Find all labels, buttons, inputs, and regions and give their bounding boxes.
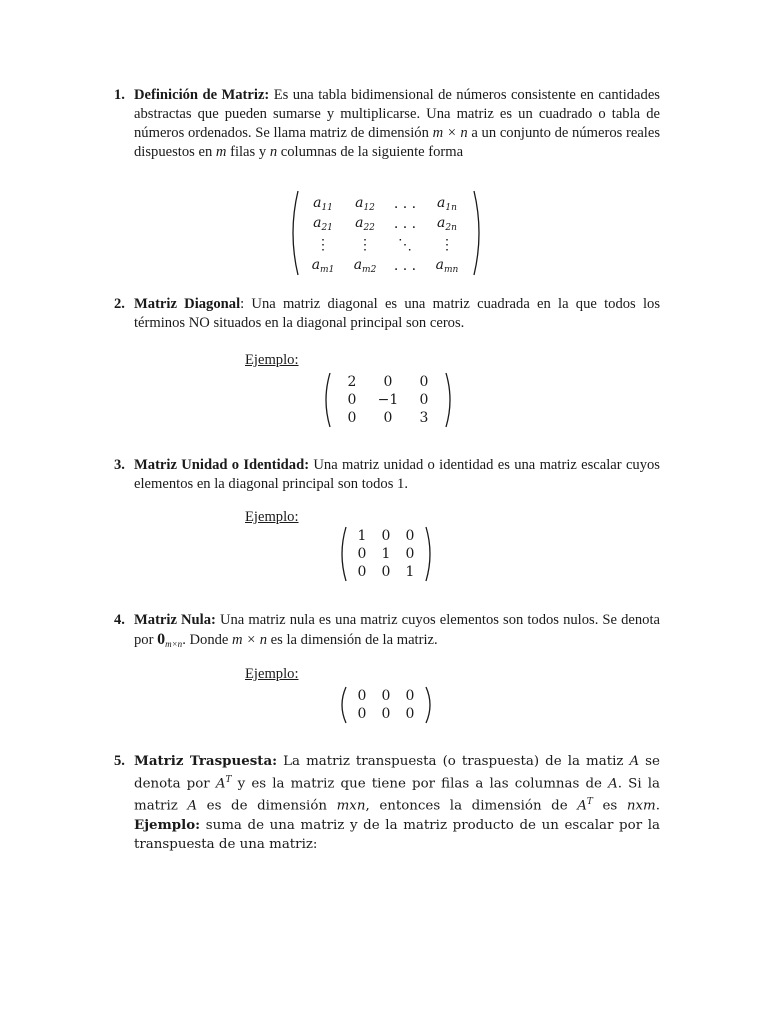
math-A: A	[608, 776, 618, 792]
example-label: Ejemplo:	[245, 352, 299, 368]
example-bold-label: Ejemplo:	[134, 816, 201, 833]
matrix-cell: 0	[357, 706, 367, 722]
matrix-cell: $a_{1n}$	[437, 195, 457, 213]
item-heading: Definición de Matriz:	[134, 87, 270, 103]
paragraph-text: . Donde	[182, 632, 233, 648]
matrix-cell: 0	[419, 392, 429, 408]
matrix-cell: −1	[377, 392, 399, 408]
paragraph-text: Una matriz unidad o identidad es una matriz escalar cuyos elementos en la diagonal principal son todos 1.	[134, 457, 660, 492]
item-heading: Matriz Traspuesta:	[134, 753, 278, 769]
matrix-cell: 0	[347, 392, 357, 408]
null-example-matrix	[336, 686, 436, 724]
paragraph-text: y es la matriz que tiene por filas a las columnas de	[231, 776, 609, 792]
item-heading: Matriz Nula:	[134, 612, 216, 628]
matrix-cell: 0	[405, 688, 415, 704]
math-mxn: mxn	[336, 798, 366, 814]
item-paragraph	[134, 295, 660, 333]
matrix-cell: 1	[381, 546, 391, 562]
item-diagonal-matrix	[114, 295, 660, 333]
math-m: m	[215, 144, 227, 160]
paragraph-text: columnas de la siguiente forma	[277, 144, 464, 160]
matrix-cell: $a_{22}$	[355, 215, 375, 233]
matrix-cell: 1	[405, 564, 415, 580]
matrix-cell: $a_{11}$	[313, 195, 333, 213]
matrix-cell: ⋱	[398, 237, 412, 253]
matrix-cell: . . .	[393, 258, 417, 274]
matrix-cell: 0	[419, 374, 429, 390]
matrix-cell: . . .	[393, 216, 417, 232]
item-number: 3.	[114, 457, 125, 473]
paragraph-text: Una matriz nula es una matriz cuyos elementos son todos nulos. Se denota por	[134, 612, 660, 648]
math-zero-subscript: m×n	[165, 639, 183, 649]
matrix-cell: $a_{2n}$	[437, 215, 457, 233]
right-parenthesis	[472, 190, 486, 276]
item-number: 2.	[114, 296, 125, 312]
matrix-cell: . . .	[393, 196, 417, 212]
paragraph-text: se denota por	[134, 754, 660, 792]
right-parenthesis	[444, 372, 456, 428]
item-number: 4.	[114, 612, 125, 628]
superscript-T: T	[225, 775, 232, 785]
matrix-cell: $a_{12}$	[355, 195, 375, 213]
matrix-cell: ⋮	[358, 237, 372, 253]
matrix-cell: 0	[381, 528, 391, 544]
item-matrix-definition	[114, 86, 661, 162]
paragraph-text: suma de una matriz y de la matriz producto de un escalar por la transpuesta de una matriz:	[134, 817, 660, 852]
matrix-cell: 0	[405, 528, 415, 544]
matrix-cell: $a_{m1}$	[311, 257, 335, 275]
item-paragraph	[134, 611, 660, 654]
paragraph-text: Es una tabla bidimensional de números consistente en cantidades abstractas que pueden sumarse y multiplicarse. Una matriz es un cuadrado o tabla de números ordenados. Se llama matriz de dimensión	[134, 87, 660, 141]
item-paragraph	[134, 86, 660, 162]
matrix-cell: ⋮	[440, 237, 454, 253]
item-number: 1.	[114, 87, 125, 103]
math-dimension: m × n	[432, 125, 468, 141]
paragraph-text: a un conjunto de números reales dispuestos en	[134, 125, 661, 160]
left-parenthesis	[320, 372, 332, 428]
math-A-transpose: A	[215, 776, 226, 792]
diagonal-example-matrix	[320, 372, 456, 428]
paragraph-text: , entonces la dimensión de	[365, 798, 578, 814]
item-paragraph	[134, 456, 660, 494]
math-dimension: m × n	[232, 632, 268, 648]
matrix-cell: 0	[357, 688, 367, 704]
matrix-cell: 0	[381, 688, 391, 704]
matrix-cell: 0	[383, 374, 393, 390]
matrix-cell: 0	[405, 546, 415, 562]
superscript-T: T	[586, 797, 593, 808]
matrix-cell: 0	[381, 706, 391, 722]
matrix-cell: 0	[357, 564, 367, 580]
matrix-cell: 3	[419, 410, 429, 426]
matrix-cell: 0	[357, 546, 367, 562]
math-n: n	[269, 144, 278, 160]
left-parenthesis	[286, 190, 300, 276]
matrix-cell: $a_{m2}$	[353, 257, 377, 275]
general-matrix	[286, 190, 486, 276]
matrix-cell: 0	[383, 410, 393, 426]
matrix-cell: 1	[357, 528, 367, 544]
matrix-cell: $a_{21}$	[313, 215, 333, 233]
example-label: Ejemplo:	[245, 509, 299, 525]
item-number: 5.	[114, 753, 125, 769]
paragraph-text: : Una matriz diagonal es una matriz cuadrada en la que todos los términos NO situados en la diagonal principal son ceros.	[134, 296, 660, 331]
math-A: A	[629, 754, 640, 769]
math-zero: 0	[157, 631, 166, 648]
matrix-cell: $a_{mn}$	[435, 257, 459, 275]
paragraph-text: es de dimensión	[197, 798, 337, 814]
left-parenthesis	[336, 526, 348, 582]
matrix-cell: 0	[405, 706, 415, 722]
math-A-transpose: A	[577, 798, 587, 814]
right-parenthesis	[424, 686, 436, 724]
paragraph-text: es	[592, 798, 627, 814]
identity-example-matrix	[336, 526, 436, 582]
paragraph-text: . Si la matriz	[134, 776, 660, 814]
item-heading: Matriz Diagonal	[134, 296, 241, 312]
example-label: Ejemplo:	[245, 666, 299, 682]
right-parenthesis	[424, 526, 436, 582]
matrix-cell: 0	[381, 564, 391, 580]
item-heading: Matriz Unidad o Identidad:	[134, 457, 310, 473]
math-A: A	[187, 798, 198, 814]
paragraph-text: filas y	[226, 144, 270, 160]
paragraph-text: es la dimensión de la matriz.	[267, 632, 438, 648]
matrix-cell: 0	[347, 410, 357, 426]
item-transpose-matrix	[114, 752, 661, 854]
math-nxm: nxm	[626, 798, 656, 814]
item-paragraph	[134, 752, 660, 854]
matrix-cell: ⋮	[316, 237, 330, 253]
item-identity-matrix	[114, 456, 660, 494]
item-null-matrix	[114, 611, 660, 654]
left-parenthesis	[336, 686, 348, 724]
matrix-cell: 2	[347, 374, 357, 390]
paragraph-text: La matriz transpuesta (o traspuesta) de la matiz	[277, 754, 630, 769]
paragraph-text: .	[655, 798, 661, 814]
